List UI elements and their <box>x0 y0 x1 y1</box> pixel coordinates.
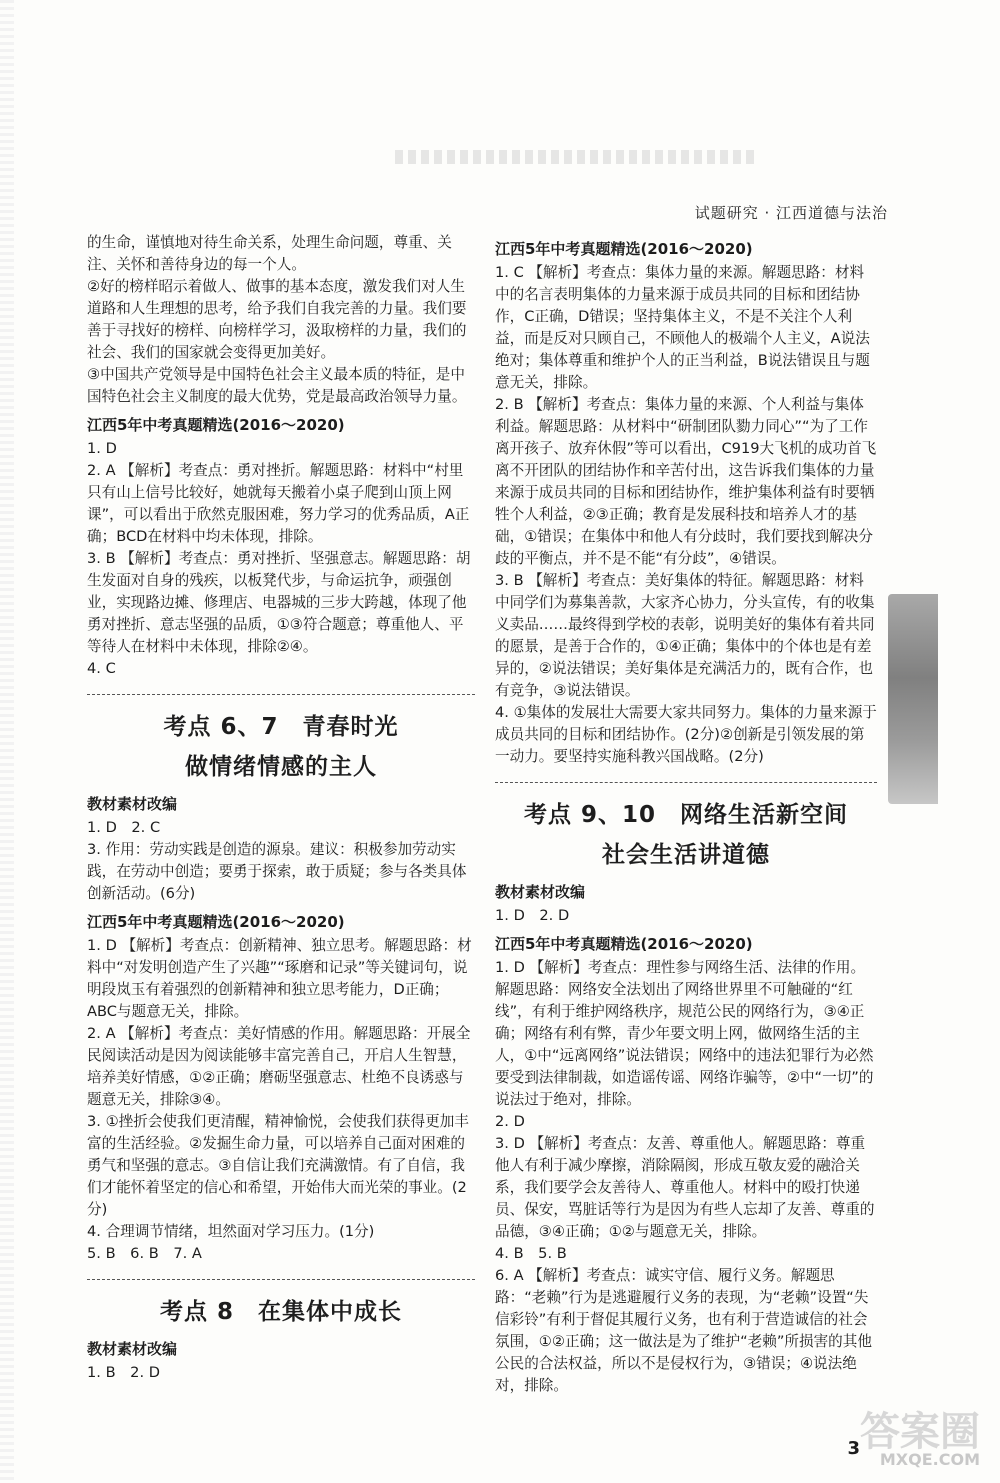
answer-item: 2. D <box>495 1113 525 1130</box>
section-divider <box>87 1279 475 1280</box>
answer-item: 1. C 【解析】考查点：集体力量的来源。解题思路：材料中的名言表明集体的力量来源于成员共同的目标和团结协作，C正确，D错误；坚持集体主义，不是不关注个人利益，而是反对只顾自己，不顾他人的极端个人主义，A说法绝对；集体尊重和维护个人的正当利益，B说法错误且与题意无关，排除。 <box>495 264 870 391</box>
section-title: 考点 8 在集体中成长 <box>159 1299 402 1325</box>
answer-item: 4. B 5. B <box>495 1245 567 1262</box>
page-number: 3 <box>847 1438 860 1459</box>
answer-item: 3. 作用：劳动实践是创造的源泉。建议：积极参加劳动实践，在劳动中创造；要勇于探索，敢于质疑；参与各类具体创新活动。(6分) <box>87 841 467 902</box>
answer-item: ②好的榜样昭示着做人、做事的基本态度，激发我们对人生道路和人生理想的思考，给予我们自我完善的力量。我们要善于寻找好的榜样、向榜样学习，汲取榜样的力量，我们的社会、我们的国家就会变得更加美好。 <box>87 278 467 361</box>
answer-item: 4. C <box>87 660 116 677</box>
answer-item: 3. B 【解析】考查点：美好集体的特征。解题思路：材料中同学们为募集善款，大家齐心协力，分头宣传，有的收集义卖品……最终得到学校的表彰，说明美好的集体有着共同的愿景，是善于合作的，①④正确；集体中的个体也是有差异的，②说法错误；美好集体是充满活力的，既有合作，也有竞争，③说法错误。 <box>495 572 875 699</box>
scan-smudge <box>395 150 755 164</box>
running-header: 试题研究 · 江西道德与法治 <box>694 204 888 222</box>
section-title: 考点 9、10 网络生活新空间 <box>523 802 849 828</box>
page-edge-shadow <box>0 0 14 1483</box>
answer-item: 1. B 2. D <box>87 1364 160 1381</box>
watermark-logo: 答案圈 <box>860 1409 980 1455</box>
section-title: 考点 6、7 青春时光 <box>163 714 399 740</box>
right-column <box>495 232 877 1397</box>
answer-item: 2. B 【解析】考查点：集体力量的来源、个人利益与集体利益。解题思路：从材料中“研制团队勠力同心”“为了工作离开孩子、放弃休假”等可以看出，C919大飞机的成功首飞离不开团队的团结协作和辛苦付出，这告诉我们集体的力量来源于成员共同的目标和团结协作，维护集体利益有时要牺牲个人利益，②③正确；教育是发展科技和培养人才的基础，①错误；在集体中和他人有分歧时，我们要找到解决分歧的平衡点，并不是不能“有分歧”，④错误。 <box>495 396 877 567</box>
answer-item: 5. B 6. B 7. A <box>87 1245 202 1262</box>
subsection-heading: 教材素材改编 <box>87 795 178 813</box>
subsection-heading: 教材素材改编 <box>87 1340 178 1358</box>
answer-item: 的生命，谨慎地对待生命关系，处理生命问题，尊重、关注、关怀和善待身边的每一个人。 <box>87 234 452 273</box>
answer-item: 6. A 【解析】考查点：诚实守信、履行义务。解题思路：“老赖”行为是逃避履行义务的表现，为“老赖”设置“失信彩铃”有利于督促其履行义务，也有利于营造诚信的社会氛围，①②正确；这一做法是为了维护“老赖”所损害的其他公民的合法权益，所以不是侵权行为，③错误；④说法绝对，排除。 <box>495 1267 872 1394</box>
section-title: 社会生活讲道德 <box>602 842 770 868</box>
subsection-heading: 江西5年中考真题精选(2016～2020) <box>87 913 345 931</box>
answer-item: 1. D <box>87 440 117 457</box>
answer-item: 4. 合理调节情绪，坦然面对学习压力。(1分) <box>87 1223 375 1240</box>
section-divider <box>495 782 877 783</box>
answer-item: 1. D 【解析】考查点：理性参与网络生活、法律的作用。解题思路：网络安全法划出了网络世界里不可触碰的“红线”，有利于维护网络秩序，规范公民的网络行为，③④正确；网络有利有弊，青少年要文明上网，做网络生活的主人，①中“远离网络”说法错误；网络中的违法犯罪行为必然要受到法律制裁，如造谣传谣、网络诈骗等，②中“一切”的说法过于绝对，排除。 <box>495 959 874 1108</box>
subsection-heading: 江西5年中考真题精选(2016～2020) <box>87 416 345 434</box>
section-tab <box>888 594 938 804</box>
watermark-url: MXQE.COM <box>879 1450 980 1469</box>
section-divider <box>87 694 475 695</box>
section-title: 做情绪情感的主人 <box>185 754 377 780</box>
answer-item: ③中国共产党领导是中国特色社会主义最本质的特征，是中国特色社会主义制度的最大优势，党是最高政治领导力量。 <box>87 366 467 405</box>
answer-item: 3. D 【解析】考查点：友善、尊重他人。解题思路：尊重他人有利于减少摩擦，消除隔阂，形成互敬友爱的融洽关系，我们要学会友善待人、尊重他人。材料中的殴打快递员、保安，骂脏话等行为是因为有些人忘却了友善、尊重的品德，③④正确；①②与题意无关，排除。 <box>495 1135 875 1240</box>
answer-item: 2. A 【解析】考查点：美好情感的作用。解题思路：开展全民阅读活动是因为阅读能够丰富完善自己，开启人生智慧，培养美好情感，①②正确；磨砺坚强意志、杜绝不良诱惑与题意无关，排除③④。 <box>87 1025 471 1108</box>
answer-item: 2. A 【解析】考查点：勇对挫折。解题思路：材料中“村里只有山上信号比较好，她就每天搬着小桌子爬到山顶上网课”，可以看出于欣然克服困难，努力学习的优秀品质，A正确；BCD在材料中均未体现，排除。 <box>87 462 470 545</box>
answer-item: 1. D 2. D <box>495 907 570 924</box>
answer-item: 3. B 【解析】考查点：勇对挫折、坚强意志。解题思路：胡生发面对自身的残疾，以板凳代步，与命运抗争，顽强创业，实现路边摊、修理店、电器城的三步大跨越，体现了他勇对挫折、意志坚强的品质，①③符合题意；尊重他人、平等待人在材料中未体现，排除②④。 <box>87 550 471 655</box>
answer-item: 1. D 2. C <box>87 819 161 836</box>
answer-item: 1. D 【解析】考查点：创新精神、独立思考。解题思路：材料中“对发明创造产生了兴趣”“琢磨和记录”等关键词句，说明段岚玉有着强烈的创新精神和独立思考能力，D正确；ABC与题意无关，排除。 <box>87 937 472 1020</box>
left-column <box>87 232 475 1384</box>
answer-item: 3. ①挫折会使我们更清醒，精神愉悦，会使我们获得更加丰富的生活经验。②发掘生命力量，可以培养自己面对困难的勇气和坚强的意志。③自信让我们充满激情。有了自信，我们才能怀着坚定的信心和希望，开始伟大而光荣的事业。(2分) <box>87 1113 469 1218</box>
subsection-heading: 教材素材改编 <box>495 883 586 901</box>
subsection-heading: 江西5年中考真题精选(2016～2020) <box>495 240 753 258</box>
subsection-heading: 江西5年中考真题精选(2016～2020) <box>495 935 753 953</box>
answer-item: 4. ①集体的发展壮大需要大家共同努力。集体的力量来源于成员共同的目标和团结协作。(2分)②创新是引领发展的第一动力。要坚持实施科教兴国战略。(2分) <box>495 704 877 765</box>
